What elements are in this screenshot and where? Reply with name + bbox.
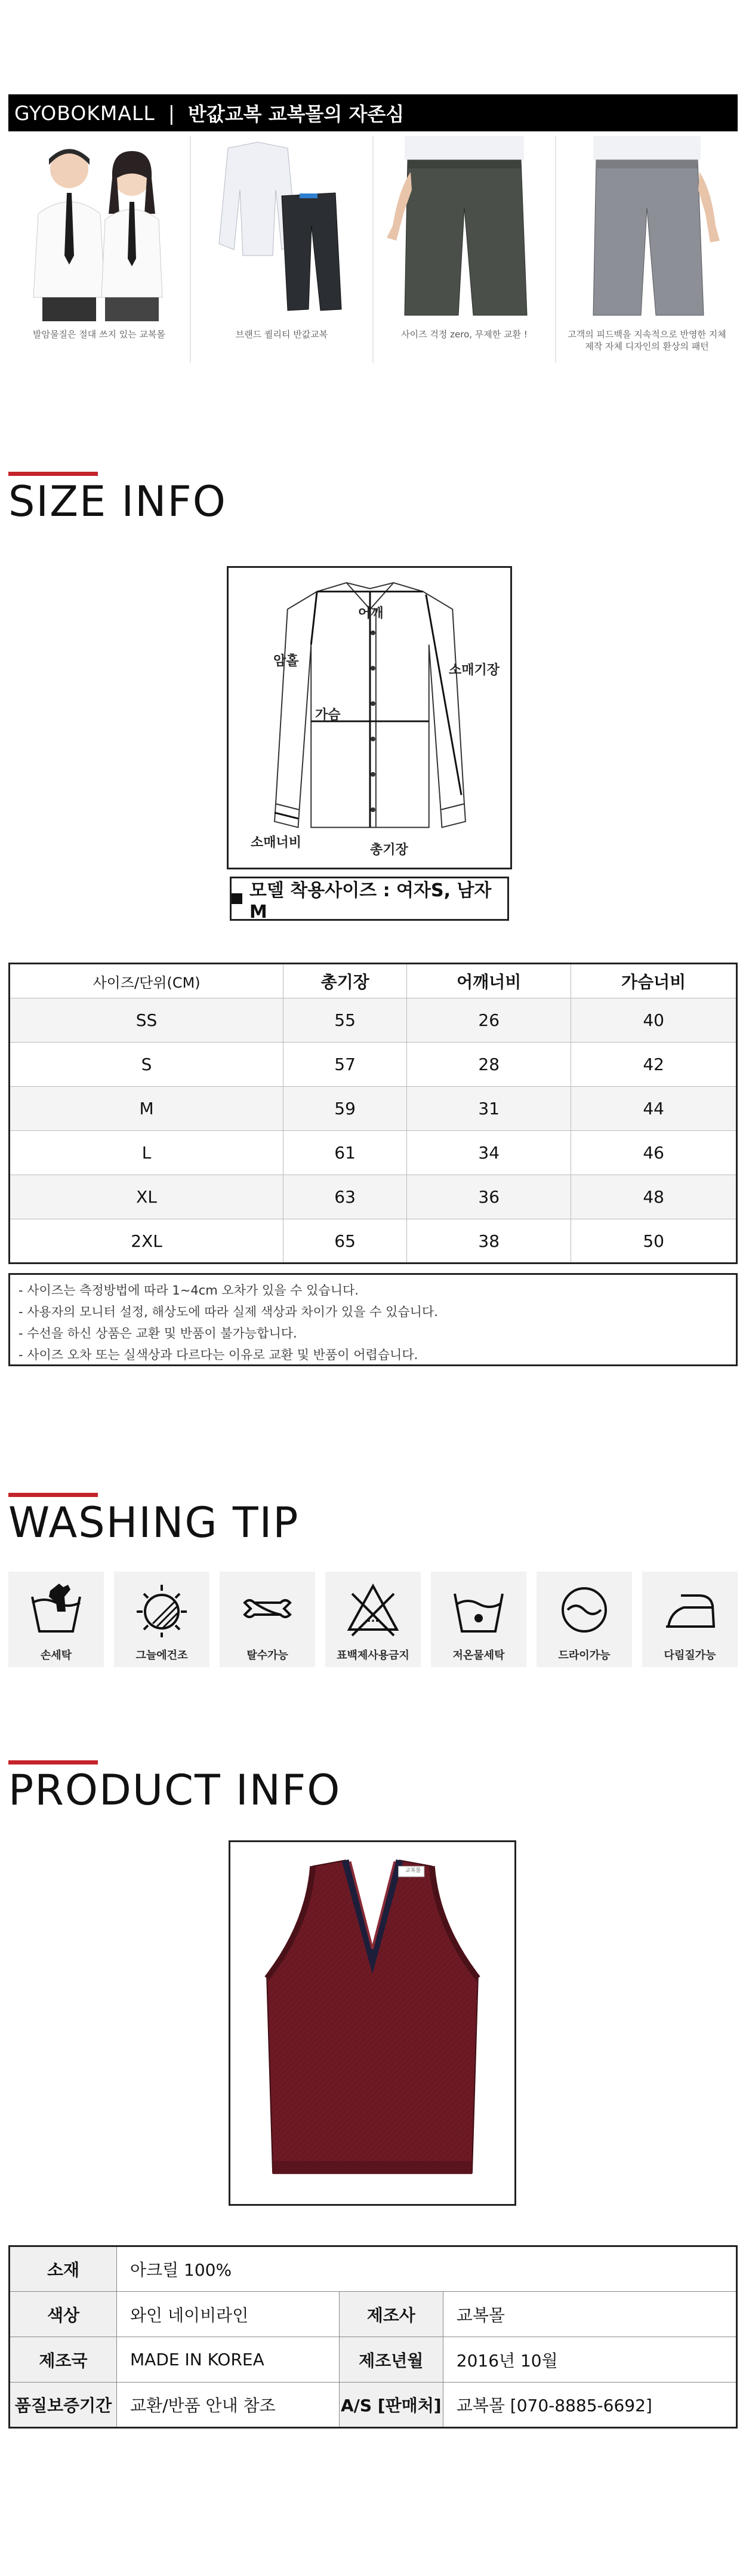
wash-item-low-temp xyxy=(431,1572,526,1667)
size-cell: 65 xyxy=(283,1219,407,1264)
info-value: 교복몰 xyxy=(443,2292,736,2337)
note-item: - 수선을 하신 상품은 교환 및 반품이 불가능합니다. xyxy=(19,1326,297,1341)
table-row xyxy=(10,1087,737,1131)
brand-name: GYOBOKMALL xyxy=(14,101,155,125)
brand-slogan: 반값교복 교복몰의 자존심 xyxy=(187,103,405,125)
size-cell: 28 xyxy=(407,1043,571,1087)
feature-photo-row xyxy=(8,136,738,363)
size-cell: M xyxy=(10,1087,283,1131)
table-row xyxy=(10,998,737,1043)
wash-label: 드라이가능 xyxy=(558,1649,611,1662)
size-cell: 36 xyxy=(407,1175,571,1219)
wash-item-spin-dry xyxy=(220,1572,315,1667)
size-cell: XL xyxy=(10,1175,283,1219)
info-label: 소재 xyxy=(10,2246,117,2292)
banner-separator: | xyxy=(168,101,175,125)
info-value: MADE IN KOREA xyxy=(117,2337,340,2383)
feature-caption: 사이즈 걱정 zero, 무제한 교환 ! xyxy=(401,329,528,340)
spin-dry-icon xyxy=(238,1579,297,1639)
size-cell: 44 xyxy=(571,1087,737,1131)
pants-fit-image xyxy=(374,136,555,321)
brand-banner xyxy=(8,94,738,131)
low-temp-wash-icon xyxy=(449,1579,508,1639)
hand-wash-icon xyxy=(26,1579,86,1639)
size-cell: 31 xyxy=(407,1087,571,1131)
vest-image xyxy=(230,1842,514,2204)
size-cell: 40 xyxy=(571,998,737,1043)
feature-photo-shirt-pants xyxy=(191,136,374,363)
washing-tip-title: WASHING TIP xyxy=(8,1498,300,1547)
diagram-label-chest: 가슴 xyxy=(315,708,341,723)
info-value: 교환/반품 안내 참조 xyxy=(117,2383,340,2428)
size-cell: 61 xyxy=(283,1131,407,1175)
size-cell: 59 xyxy=(283,1087,407,1131)
table-row xyxy=(10,1043,737,1087)
wash-label: 표백제사용금지 xyxy=(337,1649,409,1662)
wash-label: 탈수가능 xyxy=(246,1649,288,1662)
size-cell: 46 xyxy=(571,1131,737,1175)
size-cell: S xyxy=(10,1043,283,1087)
wash-item-hand-wash xyxy=(8,1572,104,1667)
product-image xyxy=(229,1840,516,2206)
note-item: - 사이즈는 측정방법에 따라 1~4cm 오차가 있을 수 있습니다. xyxy=(19,1283,359,1298)
model-size-box xyxy=(230,877,509,921)
size-info-title: SIZE INFO xyxy=(8,477,227,526)
size-cell: 2XL xyxy=(10,1219,283,1264)
wash-item-dry-clean xyxy=(537,1572,632,1667)
table-row xyxy=(10,2292,737,2337)
size-cell: 26 xyxy=(407,998,571,1043)
washing-tip-header xyxy=(8,1493,299,1547)
wash-label: 그늘에건조 xyxy=(135,1649,188,1662)
no-bleach-icon xyxy=(343,1579,403,1639)
vest-tag-text: 교복몰 xyxy=(405,1868,421,1874)
size-cell: SS xyxy=(10,998,283,1043)
size-notes xyxy=(8,1273,738,1366)
size-cell: 55 xyxy=(283,998,407,1043)
shade-dry-icon xyxy=(132,1579,192,1639)
size-cell: 38 xyxy=(407,1219,571,1264)
washing-icons-row xyxy=(8,1572,738,1667)
product-info-header xyxy=(8,1760,341,1815)
info-label: 제조년월 xyxy=(339,2337,443,2383)
size-cell: L xyxy=(10,1131,283,1175)
info-value: 아크릴 100% xyxy=(117,2246,737,2292)
table-row xyxy=(10,2383,737,2428)
feature-caption: 브랜드 퀄리티 반값교복 xyxy=(235,329,328,340)
size-table-header: 가슴너비 xyxy=(571,964,737,998)
svg-text:...: ... xyxy=(366,1612,380,1625)
table-row xyxy=(10,1219,737,1264)
info-value: 와인 네이비라인 xyxy=(117,2292,340,2337)
dry-clean-icon xyxy=(554,1579,614,1639)
size-table-header: 어깨너비 xyxy=(407,964,571,998)
info-value: 2016년 10월 xyxy=(443,2337,736,2383)
diagram-label-sleeve-width: 소매너비 xyxy=(251,835,302,850)
info-label: 색상 xyxy=(10,2292,117,2337)
size-table-header: 총기장 xyxy=(283,964,407,998)
size-table xyxy=(8,963,738,1264)
section-accent-bar xyxy=(8,1493,98,1497)
table-row xyxy=(10,1131,737,1175)
feature-caption: 고객의 피드백을 지속적으로 반영한 지체 제작 자체 디자인의 환상의 패턴 xyxy=(568,329,726,352)
product-info-table xyxy=(8,2245,738,2429)
wash-item-shade-dry xyxy=(114,1572,209,1667)
table-row xyxy=(10,2337,737,2383)
diagram-label-shoulder: 어깨 xyxy=(358,606,384,621)
wash-label: 다림질가능 xyxy=(664,1649,716,1662)
wash-item-iron xyxy=(642,1572,738,1667)
students-image xyxy=(8,136,190,321)
note-item: - 사이즈 오차 또는 실색상과 다르다는 이유로 교환 및 반품이 어렵습니다. xyxy=(19,1348,418,1362)
product-info-title: PRODUCT INFO xyxy=(8,1766,341,1815)
info-value: 교복몰 [070-8885-6692] xyxy=(443,2383,736,2428)
wash-label: 손세탁 xyxy=(40,1649,72,1662)
iron-icon xyxy=(660,1579,720,1639)
size-cell: 57 xyxy=(283,1043,407,1087)
feature-photo-pants-fit xyxy=(374,136,556,363)
section-accent-bar xyxy=(8,1760,98,1765)
diagram-label-total-length: 총기장 xyxy=(370,843,408,857)
note-item: - 사용자의 모니터 설정, 해상도에 따라 실제 색상과 차이가 있을 수 있습니다. xyxy=(19,1305,438,1319)
info-label: 제조사 xyxy=(339,2292,443,2337)
pattern-pants-image xyxy=(556,136,738,321)
section-accent-bar xyxy=(8,472,98,476)
feature-photo-pattern xyxy=(556,136,738,363)
size-table-header: 사이즈/단위(CM) xyxy=(10,964,283,998)
size-info-header xyxy=(8,472,227,526)
feature-photo-students xyxy=(8,136,191,363)
size-cell: 50 xyxy=(571,1219,737,1264)
size-cell: 42 xyxy=(571,1043,737,1087)
size-table-header-row xyxy=(10,964,737,998)
diagram-label-armhole: 암홀 xyxy=(273,654,299,669)
model-size-text: 모델 착용사이즈 : 여자S, 남자M xyxy=(249,880,492,923)
info-label: A/S [판매처] xyxy=(339,2383,443,2428)
table-row xyxy=(10,2246,737,2292)
info-label: 품질보증기간 xyxy=(10,2383,117,2428)
feature-caption: 발암물질은 절대 쓰지 있는 교복몰 xyxy=(33,329,165,340)
table-row xyxy=(10,1175,737,1219)
size-cell: 63 xyxy=(283,1175,407,1219)
wash-item-no-bleach xyxy=(325,1572,421,1667)
diagram-label-sleeve-length: 소매기장 xyxy=(449,663,500,678)
shirt-pants-image xyxy=(191,136,372,321)
wash-label: 저온물세탁 xyxy=(452,1649,505,1662)
size-cell: 48 xyxy=(571,1175,737,1219)
info-label: 제조국 xyxy=(10,2337,117,2383)
square-bullet-icon xyxy=(232,893,242,904)
size-cell: 34 xyxy=(407,1131,571,1175)
